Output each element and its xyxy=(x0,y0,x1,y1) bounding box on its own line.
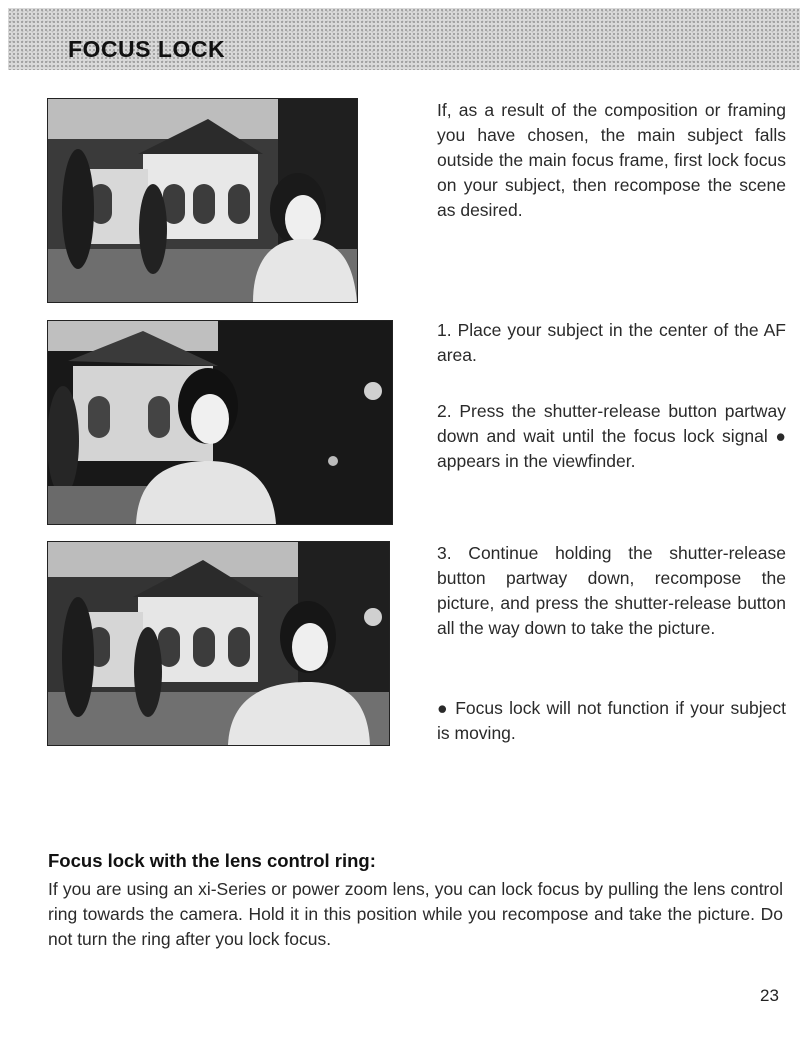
intro-paragraph: If, as a result of the composition or framing you have chosen, the main subject falls outside the main focus frame, first lock focus on your subject, then recompose the scene as desired. xyxy=(437,100,786,220)
photo-subject-centered xyxy=(47,320,393,525)
photo-recomposed xyxy=(47,541,390,746)
step-2: 2. Press the shutter-release button partway down and wait until the focus lock signal ● appears in the viewfinder. xyxy=(437,401,786,471)
step-3: 3. Continue holding the shutter-release button partway down, recompose the picture, and press the shutter-release button all the way down to take the picture. xyxy=(437,543,786,638)
step-1: 1. Place your subject in the center of the AF area. xyxy=(437,320,786,365)
page-title: FOCUS LOCK xyxy=(68,36,226,62)
page-number: 23 xyxy=(760,986,779,1005)
moving-subject-note: ● Focus lock will not function if your subject is moving. xyxy=(437,698,786,743)
lens-control-ring-heading: Focus lock with the lens control ring: xyxy=(48,850,376,871)
photo-subject-right xyxy=(47,98,358,303)
lens-control-ring-body: If you are using an xi-Series or power zoom lens, you can lock focus by pulling the lens control ring towards the camera. Hold it in this position while you recompose and take the picture. Do not turn the ring after you lock focus. xyxy=(48,879,783,949)
